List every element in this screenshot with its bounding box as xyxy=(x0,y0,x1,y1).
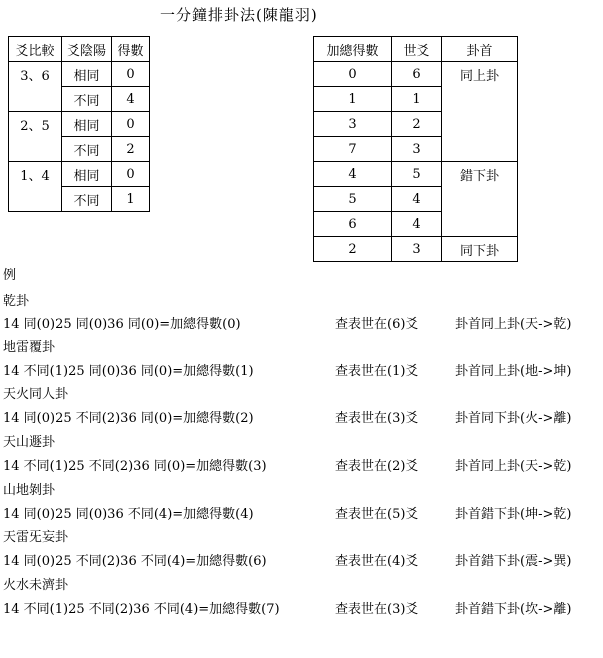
example-name: 乾卦 xyxy=(3,294,30,309)
example-name: 火水未濟卦 xyxy=(3,578,69,593)
shi-cell: 3 xyxy=(392,137,442,162)
column-header: 爻比較 xyxy=(9,37,62,62)
example-name: 天山遯卦 xyxy=(3,435,56,450)
column-header: 世爻 xyxy=(392,37,442,62)
line-pair-cell: 3、6 xyxy=(9,62,62,112)
head-cell: 同上卦 xyxy=(442,62,518,162)
score-cell: 0 xyxy=(112,112,150,137)
example-calc: 14 同(0)25 不同(2)36 同(0)=加總得數(2) xyxy=(3,411,254,426)
examples-label: 例 xyxy=(3,268,17,283)
shi-cell: 4 xyxy=(392,187,442,212)
sum-cell: 6 xyxy=(314,212,392,237)
head-cell: 錯下卦 xyxy=(442,162,518,237)
yinyang-cell: 不同 xyxy=(62,187,112,212)
score-cell: 2 xyxy=(112,137,150,162)
example-shi: 查表世在(6)爻 xyxy=(335,317,419,332)
example-shi: 查表世在(3)爻 xyxy=(335,411,419,426)
example-shi: 查表世在(4)爻 xyxy=(335,554,419,569)
table-row xyxy=(314,62,518,87)
example-shi: 查表世在(5)爻 xyxy=(335,507,419,522)
column-header: 爻陰陽 xyxy=(62,37,112,62)
shi-cell: 2 xyxy=(392,112,442,137)
column-header: 加總得數 xyxy=(314,37,392,62)
example-head: 卦首錯下卦(震->巽) xyxy=(455,554,572,569)
example-head: 卦首錯下卦(坤->乾) xyxy=(455,507,572,522)
yinyang-cell: 不同 xyxy=(62,87,112,112)
score-cell: 0 xyxy=(112,162,150,187)
example-name: 天火同人卦 xyxy=(3,387,69,402)
lookup-table xyxy=(313,36,518,262)
example-calc: 14 不同(1)25 不同(2)36 同(0)=加總得數(3) xyxy=(3,459,267,474)
example-name: 山地剝卦 xyxy=(3,483,56,498)
sum-cell: 2 xyxy=(314,237,392,262)
table-header-row xyxy=(314,37,518,62)
shi-cell: 6 xyxy=(392,62,442,87)
shi-cell: 5 xyxy=(392,162,442,187)
example-calc: 14 不同(1)25 同(0)36 同(0)=加總得數(1) xyxy=(3,364,254,379)
shi-cell: 3 xyxy=(392,237,442,262)
example-shi: 查表世在(1)爻 xyxy=(335,364,419,379)
line-pair-cell: 2、5 xyxy=(9,112,62,162)
score-table xyxy=(8,36,150,212)
example-head: 卦首同上卦(地->坤) xyxy=(455,364,572,379)
sum-cell: 0 xyxy=(314,62,392,87)
table-row xyxy=(9,162,150,187)
example-calc: 14 同(0)25 同(0)36 同(0)=加總得數(0) xyxy=(3,317,241,332)
page-title: 一分鐘排卦法(陳龍羽) xyxy=(160,6,318,24)
score-cell: 1 xyxy=(112,187,150,212)
example-head: 卦首同下卦(火->離) xyxy=(455,411,572,426)
yinyang-cell: 不同 xyxy=(62,137,112,162)
example-head: 卦首同上卦(天->乾) xyxy=(455,459,572,474)
yinyang-cell: 相同 xyxy=(62,62,112,87)
yinyang-cell: 相同 xyxy=(62,162,112,187)
example-name: 天雷旡妄卦 xyxy=(3,530,69,545)
example-head: 卦首錯下卦(坎->離) xyxy=(455,602,572,617)
table-header-row xyxy=(9,37,150,62)
table-row xyxy=(9,62,150,87)
shi-cell: 4 xyxy=(392,212,442,237)
sum-cell: 5 xyxy=(314,187,392,212)
sum-cell: 4 xyxy=(314,162,392,187)
score-cell: 4 xyxy=(112,87,150,112)
example-calc: 14 不同(1)25 不同(2)36 不同(4)=加總得數(7) xyxy=(3,602,280,617)
example-row xyxy=(3,598,572,658)
line-pair-cell: 1、4 xyxy=(9,162,62,212)
example-shi: 查表世在(3)爻 xyxy=(335,602,419,617)
sum-cell: 1 xyxy=(314,87,392,112)
shi-cell: 1 xyxy=(392,87,442,112)
sum-cell: 7 xyxy=(314,137,392,162)
sum-cell: 3 xyxy=(314,112,392,137)
head-cell: 同下卦 xyxy=(442,237,518,262)
table-row xyxy=(314,237,518,262)
table-row xyxy=(9,112,150,137)
column-header: 得數 xyxy=(112,37,150,62)
score-cell: 0 xyxy=(112,62,150,87)
example-name: 地雷覆卦 xyxy=(3,340,56,355)
example-calc: 14 同(0)25 不同(2)36 不同(4)=加總得數(6) xyxy=(3,554,267,569)
column-header: 卦首 xyxy=(442,37,518,62)
example-calc: 14 同(0)25 同(0)36 不同(4)=加總得數(4) xyxy=(3,507,254,522)
example-head: 卦首同上卦(天->乾) xyxy=(455,317,572,332)
table-row xyxy=(314,162,518,187)
yinyang-cell: 相同 xyxy=(62,112,112,137)
example-shi: 查表世在(2)爻 xyxy=(335,459,419,474)
